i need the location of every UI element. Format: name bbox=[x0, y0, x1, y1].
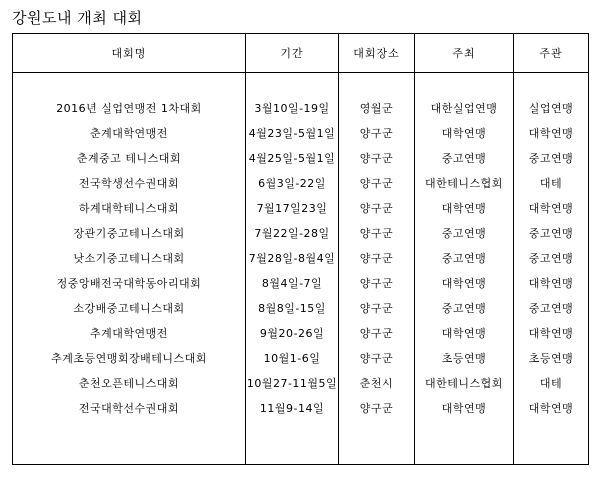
table-row bbox=[13, 270, 589, 295]
cell-event-name: 전국학생선수권대회 bbox=[13, 170, 246, 195]
cell-event-name: 2016년 실업연맹전 1차대회 bbox=[13, 95, 246, 120]
table-row bbox=[13, 145, 589, 170]
cell-event-name: 정중앙배전국대학동아리대회 bbox=[13, 270, 246, 295]
cell-event-name: 소강배중고테니스대회 bbox=[13, 295, 246, 320]
cell-host: 중고연맹 bbox=[415, 220, 514, 245]
cell-venue: 영월군 bbox=[339, 95, 415, 120]
table-row bbox=[13, 320, 589, 345]
cell-period: 7월28일-8월4일 bbox=[246, 245, 339, 270]
cell-period: 10월1-6일 bbox=[246, 345, 339, 370]
cell-event-name: 장관기중고테니스대회 bbox=[13, 220, 246, 245]
cell-venue: 양구군 bbox=[339, 295, 415, 320]
cell-venue: 양구군 bbox=[339, 195, 415, 220]
table-row bbox=[13, 295, 589, 320]
cell-venue: 양구군 bbox=[339, 320, 415, 345]
cell-venue: 양구군 bbox=[339, 145, 415, 170]
cell-period: 3월10일-19일 bbox=[246, 95, 339, 120]
cell-host: 대한테니스협회 bbox=[415, 170, 514, 195]
document-title: 강원도내 개최 대회 bbox=[12, 9, 143, 27]
table-body bbox=[13, 73, 589, 465]
cell-period: 6월3일-22일 bbox=[246, 170, 339, 195]
cell-host: 대학연맹 bbox=[415, 270, 514, 295]
cell-organizer: 실업연맹 bbox=[514, 95, 589, 120]
header-event-name: 대회명 bbox=[13, 34, 246, 73]
header-organizer: 주관 bbox=[514, 34, 589, 73]
cell-period: 10월27-11월5일 bbox=[246, 370, 339, 395]
cell-host: 대학연맹 bbox=[415, 395, 514, 420]
table-row bbox=[13, 395, 589, 420]
table-row bbox=[13, 345, 589, 370]
table-row bbox=[13, 245, 589, 270]
cell-event-name: 추계초등연맹회장배테니스대회 bbox=[13, 345, 246, 370]
cell-event-name: 춘천오픈테니스대회 bbox=[13, 370, 246, 395]
cell-host: 중고연맹 bbox=[415, 245, 514, 270]
cell-organizer: 대학연맹 bbox=[514, 395, 589, 420]
cell-period: 8월8일-15일 bbox=[246, 295, 339, 320]
cell-organizer: 대학연맹 bbox=[514, 195, 589, 220]
cell-organizer: 대학연맹 bbox=[514, 120, 589, 145]
cell-event-name: 추계대학연맹전 bbox=[13, 320, 246, 345]
table-row bbox=[13, 95, 589, 120]
table-row bbox=[13, 195, 589, 220]
table-row bbox=[13, 370, 589, 395]
cell-organizer: 대테 bbox=[514, 170, 589, 195]
cell-period: 7월17일23일 bbox=[246, 195, 339, 220]
cell-period: 4월25일-5월1일 bbox=[246, 145, 339, 170]
cell-venue: 양구군 bbox=[339, 345, 415, 370]
cell-period: 9월20-26일 bbox=[246, 320, 339, 345]
cell-period: 4월23일-5월1일 bbox=[246, 120, 339, 145]
cell-venue: 양구군 bbox=[339, 395, 415, 420]
cell-venue: 춘천시 bbox=[339, 370, 415, 395]
cell-event-name: 전국대학선수권대회 bbox=[13, 395, 246, 420]
cell-organizer: 중고연맹 bbox=[514, 145, 589, 170]
cell-venue: 양구군 bbox=[339, 245, 415, 270]
events-table bbox=[12, 33, 589, 465]
cell-host: 초등연맹 bbox=[415, 345, 514, 370]
cell-organizer: 중고연맹 bbox=[514, 245, 589, 270]
cell-organizer: 중고연맹 bbox=[514, 220, 589, 245]
header-venue: 대회장소 bbox=[339, 34, 415, 73]
cell-period: 7월22일-28일 bbox=[246, 220, 339, 245]
cell-period: 8월4일-7일 bbox=[246, 270, 339, 295]
header-period: 기간 bbox=[246, 34, 339, 73]
cell-host: 대학연맹 bbox=[415, 120, 514, 145]
cell-organizer: 대테 bbox=[514, 370, 589, 395]
cell-host: 대학연맹 bbox=[415, 195, 514, 220]
table-row bbox=[13, 120, 589, 145]
cell-host: 대학연맹 bbox=[415, 320, 514, 345]
cell-host: 대한실업연맹 bbox=[415, 95, 514, 120]
cell-organizer: 대학연맹 bbox=[514, 320, 589, 345]
cell-venue: 양구군 bbox=[339, 270, 415, 295]
header-row bbox=[13, 34, 589, 73]
cell-event-name: 춘계중고 테니스대회 bbox=[13, 145, 246, 170]
cell-venue: 양구군 bbox=[339, 170, 415, 195]
cell-event-name: 하계대학테니스대회 bbox=[13, 195, 246, 220]
cell-host: 중고연맹 bbox=[415, 145, 514, 170]
cell-event-name: 낫소기중고테니스대회 bbox=[13, 245, 246, 270]
cell-host: 중고연맹 bbox=[415, 295, 514, 320]
cell-organizer: 대학연맹 bbox=[514, 270, 589, 295]
cell-organizer: 초등연맹 bbox=[514, 345, 589, 370]
cell-host: 대한테니스협회 bbox=[415, 370, 514, 395]
table-row bbox=[13, 170, 589, 195]
cell-venue: 양구군 bbox=[339, 120, 415, 145]
cell-event-name: 춘계대학연맹전 bbox=[13, 120, 246, 145]
cell-organizer: 중고연맹 bbox=[514, 295, 589, 320]
header-host: 주최 bbox=[415, 34, 514, 73]
cell-venue: 양구군 bbox=[339, 220, 415, 245]
cell-period: 11월9-14일 bbox=[246, 395, 339, 420]
table-row bbox=[13, 220, 589, 245]
